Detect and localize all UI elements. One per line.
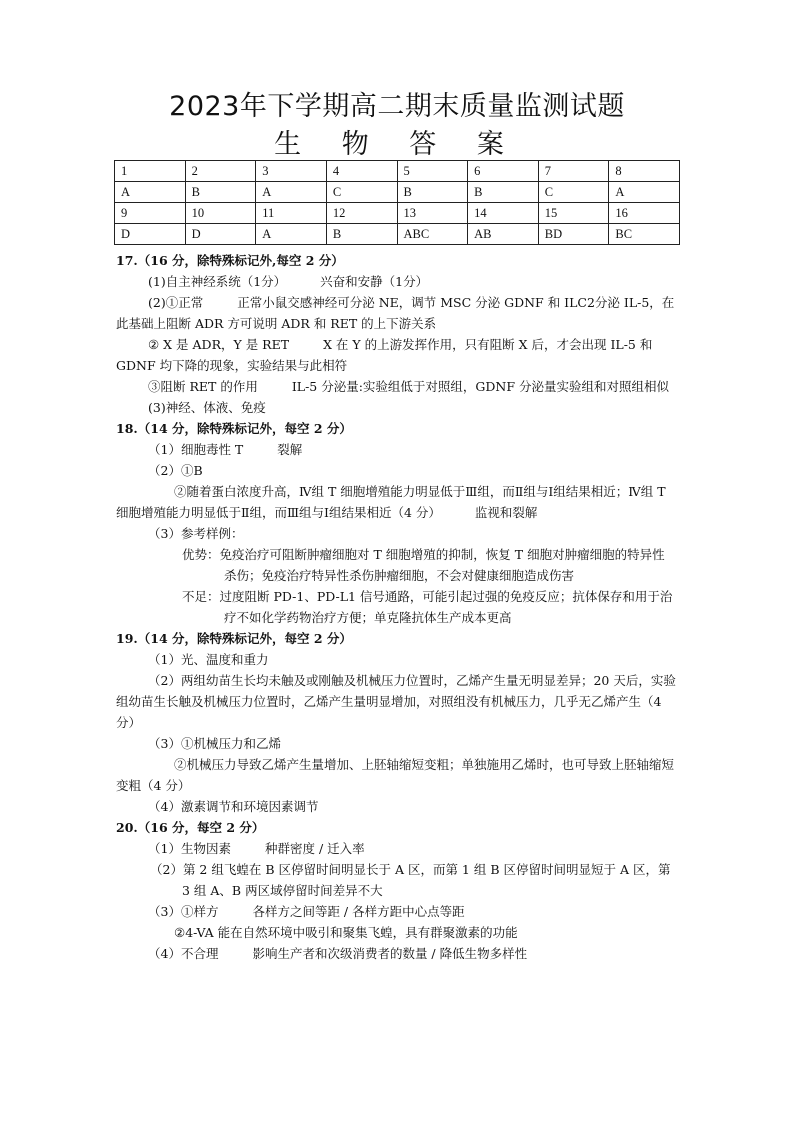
answer-table-cell: B <box>468 182 539 203</box>
q18-line: ②随着蛋白浓度升高，Ⅳ组 T 细胞增殖能力明显低于Ⅲ组，而Ⅱ组与Ⅰ组结果相近；Ⅳ组 T 细胞增殖能力明显低于Ⅱ组，而Ⅲ组与Ⅰ组结果相近（4 分） 监视和裂解 <box>116 484 666 520</box>
q20-line: ②4-VA 能在自然环境中吸引和聚集飞蝗，具有群聚激素的功能 <box>174 925 518 940</box>
answer-table-cell: 4 <box>326 161 397 182</box>
answer-table-cell: 13 <box>397 203 468 224</box>
q18-line: （3）参考样例： <box>148 526 244 541</box>
answer-content <box>116 250 676 964</box>
answer-table-cell: AB <box>468 224 539 245</box>
q17-line: (2)①正常 正常小鼠交感神经可分泌 NE，调节 MSC 分泌 GDNF 和 ILC2分泌 IL-5，在此基础上阻断 ADR 方可说明 ADR 和 RET 的上下游关系 <box>116 295 675 331</box>
answer-table-row <box>115 224 680 245</box>
q18-heading: 18.（14 分，除特殊标记外，每空 2 分） <box>116 421 352 436</box>
answer-table-cell: 15 <box>538 203 609 224</box>
answer-table-cell: B <box>185 182 256 203</box>
answer-table-cell: ABC <box>397 224 468 245</box>
answer-table-row <box>115 182 680 203</box>
answer-table-cell: 16 <box>609 203 680 224</box>
answer-table-cell: 14 <box>468 203 539 224</box>
answer-table-cell: BC <box>609 224 680 245</box>
q19-heading: 19.（14 分，除特殊标记外，每空 2 分） <box>116 631 352 646</box>
q19-line: ②机械压力导致乙烯产生量增加、上胚轴缩短变粗；单独施用乙烯时，也可导致上胚轴缩短变粗（4 分） <box>116 757 675 793</box>
answer-table-cell: 3 <box>256 161 327 182</box>
answer-table <box>114 160 680 245</box>
answer-table-cell: 10 <box>185 203 256 224</box>
answer-table-cell: 7 <box>538 161 609 182</box>
page-subtitle: 生 物 答 案 <box>274 129 520 160</box>
q19-line: （4）激素调节和环境因素调节 <box>148 799 319 814</box>
answer-table-cell: A <box>609 182 680 203</box>
q20-line: （2）第 2 组飞蝗在 B 区停留时间明显长于 A 区，而第 1 组 B 区停留时间明显短于 A 区，第 3 组 A、B 两区域停留时间差异不大 <box>150 862 671 898</box>
q18-line: （2）①B <box>148 463 203 478</box>
q18-line: 优势：免疫治疗可阻断肿瘤细胞对 T 细胞增殖的抑制，恢复 T 细胞对肿瘤细胞的特异性杀伤；免疫治疗特异性杀伤肿瘤细胞，不会对健康细胞造成伤害 <box>182 547 665 583</box>
q18-line: 不足：过度阻断 PD-1、PD-L1 信号通路，可能引起过强的免疫反应；抗体保存和用于治疗不如化学药物治疗方便；单克隆抗体生产成本更高 <box>182 589 673 625</box>
q20-line: （3）①样方 各样方之间等距 / 各样方距中心点等距 <box>148 904 465 919</box>
answer-table-cell: C <box>538 182 609 203</box>
page-title: 2023年下学期高二期末质量监测试题 <box>169 91 625 122</box>
q18-line: （1）细胞毒性 T 裂解 <box>148 442 303 457</box>
q20-line: （1）生物因素 种群密度 / 迁入率 <box>148 841 365 856</box>
q17-line: (1)自主神经系统（1分） 兴奋和安静（1分） <box>148 274 429 289</box>
q19-line: （3）①机械压力和乙烯 <box>148 736 281 751</box>
q17-line: ③阻断 RET 的作用 IL-5 分泌量:实验组低于对照组，GDNF 分泌量实验组和对照组相似 <box>148 379 670 394</box>
answer-table-cell: B <box>397 182 468 203</box>
q19-line: （2）两组幼苗生长均未触及或刚触及机械压力位置时，乙烯产生量无明显差异；20 天后，实验组幼苗生长触及机械压力位置时，乙烯产生量明显增加，对照组没有机械压力，几乎无乙烯产生（4 分） <box>116 673 676 730</box>
q17-line: ② X 是 ADR，Y 是 RET X 在 Y 的上游发挥作用，只有阻断 X 后，才会出现 IL-5 和 GDNF 均下降的现象，实验结果与此相符 <box>116 337 653 373</box>
answer-table-cell: 6 <box>468 161 539 182</box>
answer-table-cell: A <box>256 182 327 203</box>
answer-table-cell: 1 <box>115 161 186 182</box>
answer-table-cell: 12 <box>326 203 397 224</box>
answer-table-cell: D <box>185 224 256 245</box>
q20-line: （4）不合理 影响生产者和次级消费者的数量 / 降低生物多样性 <box>148 946 528 961</box>
q19-line: （1）光、温度和重力 <box>148 652 269 667</box>
q17-line: (3)神经、体液、免疫 <box>148 400 266 415</box>
answer-table-cell: BD <box>538 224 609 245</box>
answer-table-cell: A <box>256 224 327 245</box>
answer-table-cell: C <box>326 182 397 203</box>
answer-table-cell: A <box>115 182 186 203</box>
answer-table-cell: 9 <box>115 203 186 224</box>
answer-table-cell: D <box>115 224 186 245</box>
answer-table-cell: B <box>326 224 397 245</box>
answer-table-row <box>115 161 680 182</box>
answer-table-cell: 5 <box>397 161 468 182</box>
q17-heading: 17.（16 分，除特殊标记外,每空 2 分） <box>116 253 344 268</box>
answer-table-cell: 2 <box>185 161 256 182</box>
answer-table-row <box>115 203 680 224</box>
q20-heading: 20.（16 分，每空 2 分） <box>116 820 265 835</box>
answer-table-cell: 8 <box>609 161 680 182</box>
answer-table-cell: 11 <box>256 203 327 224</box>
